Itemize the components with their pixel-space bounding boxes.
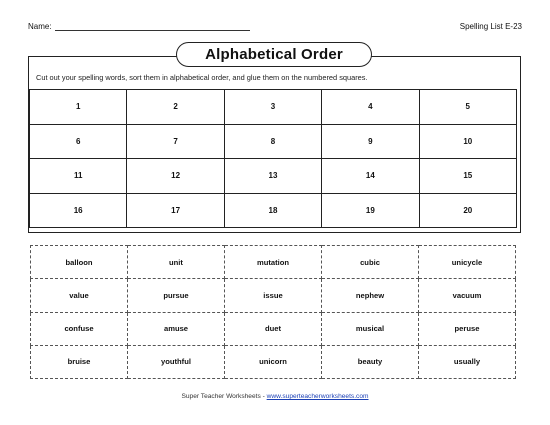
numbered-row bbox=[30, 124, 517, 159]
word-row bbox=[31, 312, 516, 345]
footer bbox=[0, 393, 550, 400]
spelling-word-card: mutation bbox=[225, 246, 322, 279]
word-row bbox=[31, 345, 516, 378]
numbered-square: 12 bbox=[127, 159, 224, 194]
worksheet-title: Alphabetical Order bbox=[176, 42, 372, 67]
numbered-square: 9 bbox=[322, 124, 419, 159]
numbered-square: 8 bbox=[224, 124, 321, 159]
spelling-word-card: issue bbox=[225, 279, 322, 312]
spelling-word-card: amuse bbox=[128, 312, 225, 345]
spelling-list-id: Spelling List E-23 bbox=[459, 22, 522, 31]
numbered-square: 13 bbox=[224, 159, 321, 194]
numbered-square: 18 bbox=[224, 193, 321, 228]
spelling-word-card: nephew bbox=[322, 279, 419, 312]
footer-text: Super Teacher Worksheets - bbox=[181, 393, 267, 400]
spelling-word-card: musical bbox=[322, 312, 419, 345]
numbered-square: 6 bbox=[30, 124, 127, 159]
numbered-row bbox=[30, 90, 517, 125]
numbered-square: 15 bbox=[419, 159, 516, 194]
numbered-square: 17 bbox=[127, 193, 224, 228]
spelling-word-card: unicycle bbox=[419, 246, 516, 279]
spelling-word-card: bruise bbox=[31, 345, 128, 378]
numbered-square: 19 bbox=[322, 193, 419, 228]
numbered-square: 3 bbox=[224, 90, 321, 125]
numbered-row bbox=[30, 193, 517, 228]
numbered-square: 20 bbox=[419, 193, 516, 228]
spelling-word-card: beauty bbox=[322, 345, 419, 378]
numbered-square: 16 bbox=[30, 193, 127, 228]
spelling-word-card: cubic bbox=[322, 246, 419, 279]
spelling-word-card: peruse bbox=[419, 312, 516, 345]
instructions: Cut out your spelling words, sort them in alphabetical order, and glue them on the numbered squares. bbox=[36, 73, 368, 82]
numbered-square: 2 bbox=[127, 90, 224, 125]
spelling-word-card: balloon bbox=[31, 246, 128, 279]
numbered-row bbox=[30, 159, 517, 194]
numbered-square: 7 bbox=[127, 124, 224, 159]
numbered-square: 10 bbox=[419, 124, 516, 159]
name-field bbox=[28, 22, 250, 31]
spelling-word-card: confuse bbox=[31, 312, 128, 345]
numbered-squares-grid bbox=[29, 89, 517, 228]
spelling-word-card: vacuum bbox=[419, 279, 516, 312]
name-label: Name: bbox=[28, 22, 52, 31]
numbered-square: 11 bbox=[30, 159, 127, 194]
spelling-word-card: usually bbox=[419, 345, 516, 378]
spelling-word-card: unicorn bbox=[225, 345, 322, 378]
spelling-word-card: unit bbox=[128, 246, 225, 279]
word-row bbox=[31, 246, 516, 279]
word-row bbox=[31, 279, 516, 312]
numbered-square: 4 bbox=[322, 90, 419, 125]
spelling-word-card: value bbox=[31, 279, 128, 312]
name-line bbox=[55, 30, 250, 31]
spelling-word-card: duet bbox=[225, 312, 322, 345]
numbered-square: 5 bbox=[419, 90, 516, 125]
spelling-word-card: pursue bbox=[128, 279, 225, 312]
spelling-word-card: youthful bbox=[128, 345, 225, 378]
spelling-words-cutout-grid bbox=[30, 245, 516, 379]
footer-link[interactable]: www.superteacherworksheets.com bbox=[266, 393, 369, 400]
numbered-square: 14 bbox=[322, 159, 419, 194]
numbered-square: 1 bbox=[30, 90, 127, 125]
